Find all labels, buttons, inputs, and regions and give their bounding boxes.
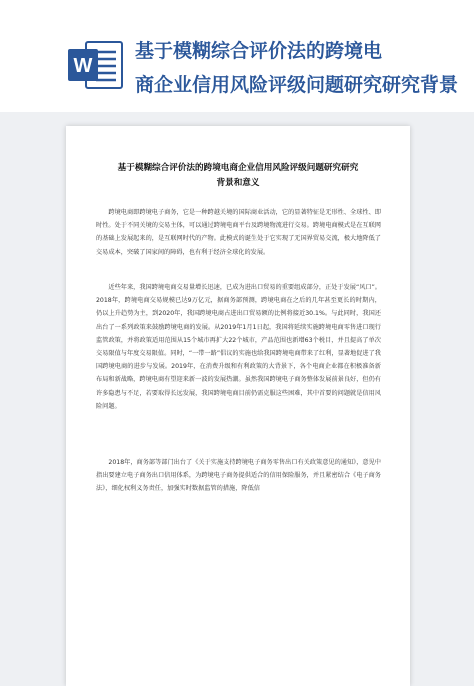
document-title [96, 161, 380, 191]
paragraph-2: 近些年来，我国跨境电商交易量增长迅速，已成为进出口贸易的重要组成部分，正处于发展“风口”。2018年，跨境电商交易规模已达9万亿元，据商务部预测，跨境电商在之后的几年甚至更长的时期内，仍以上升趋势为主，到2020年，我国跨境电商占进出口贸易额的比例将接近30.1%。与此同时，我国还出台了一系列政策来鼓励跨境电商的发展。从2019年1月1日起，我国将延续实施跨境电商零售进口现行监管政策，并将政策适用范围从15个城市再扩大22个城市，产品范围也新增63个税目，并且提高了单次交易限值与年度交易限值。同时，“一带一路”倡议的实施也给我国跨境电商带来了红利，显著地促进了我国跨境电商的进步与发展。2019年，在消费升级和有利政策的大背景下，各个电商企业都在积极准备新布局和新战略，跨境电商有望迎来新一波的发展热潮。虽然我国跨境电子商务整体发展前景良好，但仍有许多隐患与不足，若要取得长远发展，我国跨境电商目前仍需克服这些困难，其中首要的问题就是信用风险问题。 [96, 284, 381, 410]
document-title-line-2: 背景和意义 [216, 178, 260, 188]
paragraph-3: 2018年，商务部等部门出台了《关于实施支持跨境电子商务零售出口有关政策意见的通知》，意见中指出要建立电子商务出口信用体系，为跨境电子商务提供适合的信用保险服务，并且紧密结合《电子商务法》，细化权利义务责任，加强实时数据监管的措施，降低信 [96, 459, 381, 493]
document-page [66, 126, 410, 686]
page-title [135, 34, 474, 102]
paragraph-1: 跨境电商即跨境电子商务，它是一种跨越关境的国际商业活动，它的显著特征是无形性、全球性、即时性。处于不同关境的交易主体，可以通过跨境电商平台及跨境物流进行交易。跨境电商模式是在互联网的基础上发展起来的，是互联网时代的产物。此模式的诞生处于它实现了无国界贸易交流，极大地降低了交易成本，突破了国家间的障碍，也有利于经济全球化的发展。 [96, 209, 381, 256]
document-title-line-1: 基于模糊综合评价法的跨境电商企业信用风险评级问题研究研究 [117, 163, 359, 173]
page-title-line-1: 基于模糊综合评价法的跨境电 [135, 40, 383, 62]
preview-header [0, 0, 474, 112]
page-title-line-2: 商企业信用风险评级问题研究研究背景 [135, 74, 459, 96]
word-icon-letter: W [73, 55, 93, 77]
word-document-icon [66, 40, 124, 90]
